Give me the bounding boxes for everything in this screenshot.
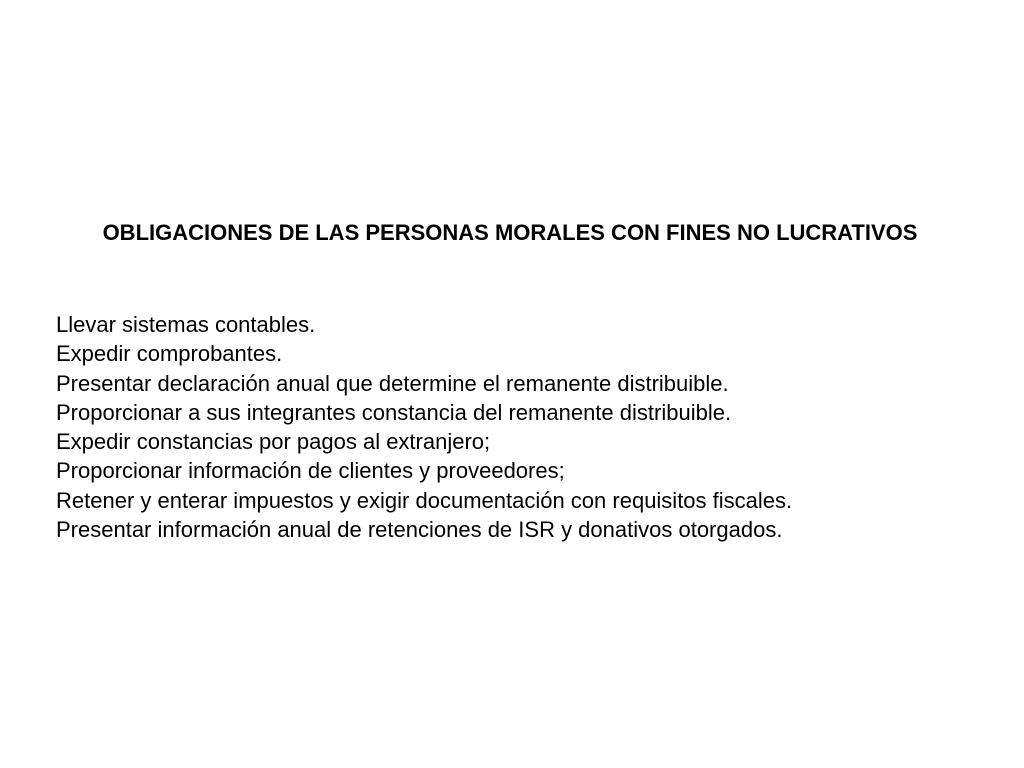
list-item: Retener y enterar impuestos y exigir documentación con requisitos fiscales. <box>56 487 793 513</box>
list-item: Expedir constancias por pagos al extranjero; <box>56 429 491 455</box>
list-item: Expedir comprobantes. <box>56 341 283 367</box>
list-item: Llevar sistemas contables. <box>56 312 316 337</box>
page-title: OBLIGACIONES DE LAS PERSONAS MORALES CON FINES NO LUCRATIVOS <box>102 220 918 245</box>
list-item: Proporcionar información de clientes y proveedores; <box>56 458 565 484</box>
list-item: Presentar declaración anual que determine el remanente distribuible. <box>56 370 729 396</box>
list-item: Presentar información anual de retenciones de ISR y donativos otorgados. <box>56 517 783 543</box>
obligations-list <box>56 310 996 544</box>
list-item: Proporcionar a sus integrantes constancia del remanente distribuible. <box>56 399 732 425</box>
